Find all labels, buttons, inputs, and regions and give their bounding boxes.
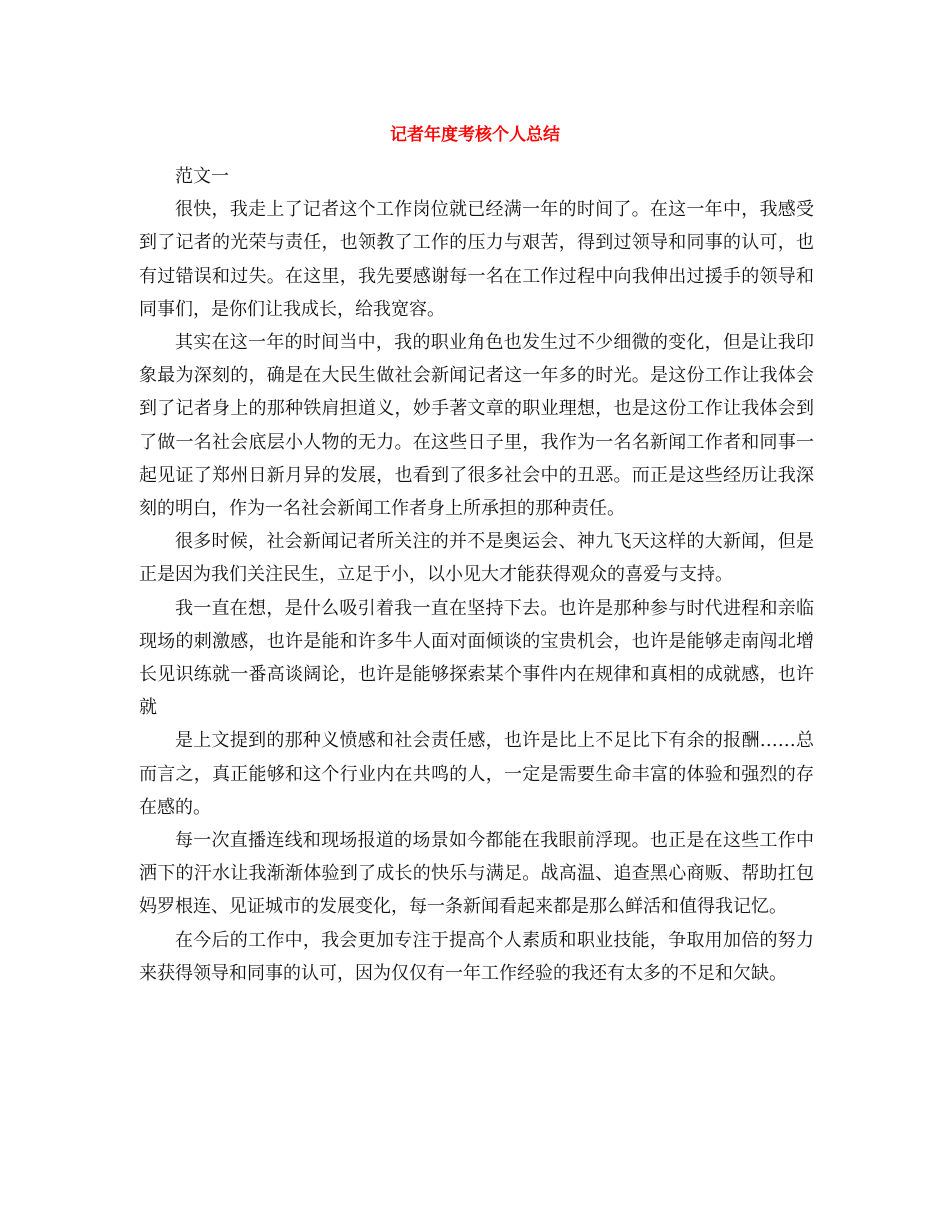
section-label: 范文一 <box>175 166 229 187</box>
paragraph-3: 很多时候，社会新闻记者所关注的并不是奥运会、神九飞天这样的大新闻，但是正是因为我们关注民生，立足于小，以小见大才能获得观众的喜爱与支持。 <box>139 531 814 586</box>
paragraph-1: 很快，我走上了记者这个工作岗位就已经满一年的时间了。在这一年中，我感受到了记者的光荣与责任，也领教了工作的压力与艰苦，得到过领导和同事的认可，也有过错误和过失。在这里，我先要感谢每一名在工作过程中向我伸出过援手的领导和同事们，是你们让我成长，给我宽容。 <box>139 199 814 320</box>
paragraph-7: 在今后的工作中，我会更加专注于提高个人素质和职业技能，争取用加倍的努力来获得领导和同事的认可，因为仅仅有一年工作经验的我还有太多的不足和欠缺。 <box>139 929 814 984</box>
document-body <box>139 160 814 990</box>
paragraph-2: 其实在这一年的时间当中，我的职业角色也发生过不少细微的变化，但是让我印象最为深刻的，确是在大民生做社会新闻记者这一年多的时光。是这份工作让我体会到了记者身上的那种铁肩担道义，妙手著文章的职业理想，也是这份工作让我体会到了做一名社会底层小人物的无力。在这些日子里，我作为一名名新闻工作者和同事一起见证了郑州日新月异的发展，也看到了很多社会中的丑恶。而正是这些经历让我深刻的明白，作为一名社会新闻工作者身上所承担的那种责任。 <box>139 332 814 520</box>
paragraph-5: 是上文提到的那种义愤感和社会责任感，也许是比上不足比下有余的报酬……总而言之，真正能够和这个行业内在共鸣的人，一定是需要生命丰富的体验和强烈的存在感的。 <box>139 730 814 818</box>
paragraph-6: 每一次直播连线和现场报道的场景如今都能在我眼前浮现。也正是在这些工作中洒下的汗水让我渐渐体验到了成长的快乐与满足。战高温、追查黑心商贩、帮助扛包妈罗根连、见证城市的发展变化，每一条新闻看起来都是那么鲜活和值得我记忆。 <box>139 830 814 918</box>
paragraph-4: 我一直在想，是什么吸引着我一直在坚持下去。也许是那种参与时代进程和亲临现场的刺激感，也许是能和许多牛人面对面倾谈的宝贵机会，也许是能够走南闯北增长见识练就一番高谈阔论，也许是能够探索某个事件内在规律和真相的成就感，也许就 <box>139 597 814 719</box>
page-title: 记者年度考核个人总结 <box>390 125 560 145</box>
